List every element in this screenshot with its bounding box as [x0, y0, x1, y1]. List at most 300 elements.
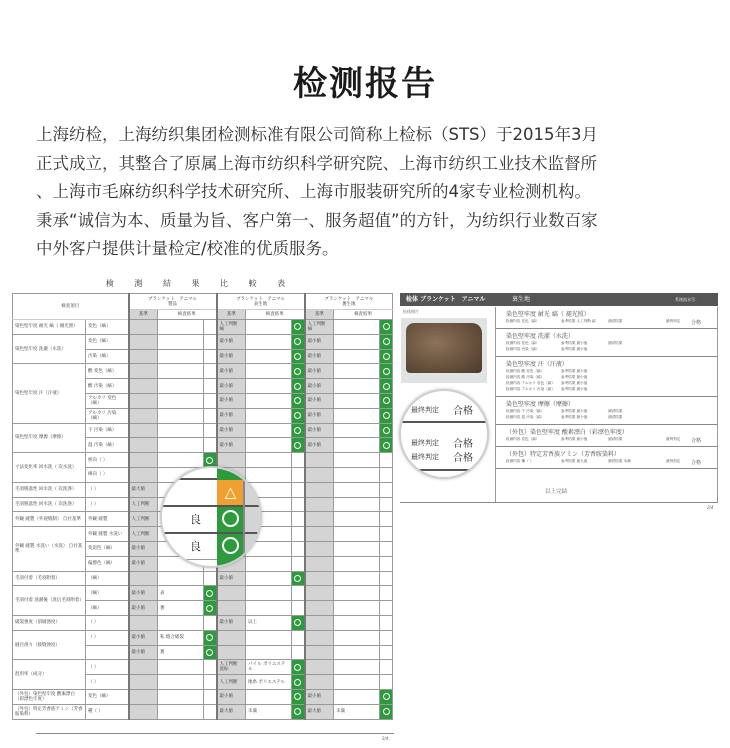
- basis-cell: [129, 615, 158, 630]
- row-sub: 種（ ）: [86, 704, 129, 719]
- basis-cell: [305, 497, 334, 512]
- basis-cell: [305, 645, 334, 660]
- result-cell: [158, 660, 204, 675]
- basis-cell: [305, 541, 334, 556]
- result-cell: [334, 541, 380, 556]
- line-field: 检测内容 変色（縞）: [506, 319, 540, 323]
- result-cell: [334, 601, 380, 616]
- row-item: 染色堅牢度 耐光 縞（ 褪光照）: [13, 320, 86, 335]
- result-cell: [158, 615, 204, 630]
- row-sub: （ ）: [86, 497, 129, 512]
- table-row: [13, 320, 393, 335]
- basis-cell: [305, 615, 334, 630]
- mark-cell: [204, 601, 217, 616]
- warning-triangle-icon: △: [217, 480, 244, 505]
- basis-cell: 最小値: [217, 379, 246, 394]
- report-document: [395, 285, 725, 515]
- row-sub: （縞）: [86, 601, 129, 616]
- result-cell: [334, 393, 380, 408]
- mark-cell: [292, 689, 305, 704]
- end-text: 以上完結: [545, 489, 568, 495]
- ok-circle-icon: [206, 605, 213, 612]
- table-row: [13, 453, 393, 468]
- ok-circle-icon: [383, 353, 390, 360]
- basis-cell: [129, 320, 158, 335]
- section-title: 染色堅牢度 摩擦（摩擦）: [506, 401, 574, 408]
- mark-cell: [204, 571, 217, 586]
- report-section: [496, 307, 717, 329]
- line-field: 检测内容 変色（縞）: [506, 341, 540, 345]
- line-field: 检测内容 酸 変色（縞）: [506, 369, 545, 373]
- mark-cell: [380, 630, 393, 645]
- mark-cell: [204, 704, 217, 719]
- result-cell: [334, 438, 380, 453]
- mark-cell: [292, 364, 305, 379]
- basis-cell: [217, 586, 246, 601]
- result-cell: [158, 571, 204, 586]
- basis-cell: [129, 675, 158, 690]
- line-field: 测试结果: [608, 319, 623, 323]
- sample-photo: [401, 318, 487, 383]
- mark-cell: [204, 689, 217, 704]
- basis-cell: 最小値: [129, 630, 158, 645]
- final-judgment-label: 最终判定: [411, 439, 439, 447]
- result-cell: [158, 408, 204, 423]
- result-cell: [334, 497, 380, 512]
- row-sub: （ ）: [86, 630, 129, 645]
- final-judgment-value: 合格: [453, 439, 473, 450]
- basis-cell: 最小値: [305, 393, 334, 408]
- line-field: 测试结果: [608, 415, 623, 419]
- result-cell: [334, 320, 380, 335]
- page-number: 2/4: [707, 505, 714, 510]
- section-line: [506, 319, 709, 325]
- group-header: [217, 294, 305, 310]
- result-cell: [246, 349, 292, 364]
- result-cell: [246, 379, 292, 394]
- result-cell: [334, 586, 380, 601]
- row-sub: （ ）: [86, 482, 129, 497]
- row-item: 毛羽脱落性 回水洗（ 次洗涤）: [13, 497, 86, 512]
- result-cell: 裏: [158, 645, 204, 660]
- basis-header: 基準: [217, 310, 246, 320]
- basis-cell: 最大値: [217, 704, 246, 719]
- row-item: 毛羽付着 洗濯後（洗后毛羽附着）: [13, 586, 86, 616]
- basis-cell: [217, 645, 246, 660]
- basis-cell: 最小値: [129, 601, 158, 616]
- basis-cell: 最小値: [305, 364, 334, 379]
- basis-cell: 最小値: [305, 438, 334, 453]
- ok-circle-icon: [383, 442, 390, 449]
- result-cell: [334, 453, 380, 468]
- final-judgment-value: 合格: [453, 406, 473, 417]
- basis-cell: 人工判断: [129, 512, 158, 527]
- basis-cell: [217, 601, 246, 616]
- result-cell: [158, 675, 204, 690]
- mark-cell: [292, 408, 305, 423]
- row-item: 縫目滑り（接缝強度）: [13, 630, 86, 660]
- table-row: [13, 615, 393, 630]
- ok-circle-icon: [294, 679, 301, 686]
- result-cell: 以上: [246, 615, 292, 630]
- result-cell: [158, 334, 204, 349]
- row-sub: 偏擦色（縞）: [86, 556, 129, 571]
- mark-cell: [204, 645, 217, 660]
- section-line: [506, 459, 709, 465]
- result-cell: 未満: [334, 704, 380, 719]
- table-row: [13, 704, 393, 719]
- mark-cell: [204, 660, 217, 675]
- basis-cell: [305, 482, 334, 497]
- row-item: 寸法変化率 回水洗（ 次水洗）: [13, 453, 86, 483]
- ok-circle-icon: [206, 590, 213, 597]
- row-sub: 外観 縫製: [86, 512, 129, 527]
- row-sub: 汚染（縞）: [86, 349, 129, 364]
- report-section: [496, 357, 717, 397]
- ok-circle-icon: [383, 397, 390, 404]
- mark-cell: [292, 675, 305, 690]
- page-title: 检测报告: [293, 64, 437, 104]
- ok-circle-icon: [383, 412, 390, 419]
- line-field: 参考结果 最小值: [561, 415, 588, 419]
- result-cell: [334, 571, 380, 586]
- result-cell: [334, 615, 380, 630]
- line-field: 合格: [691, 320, 702, 326]
- result-cell: [246, 601, 292, 616]
- line-field: 检测内容 酸 汚染（縞）: [506, 375, 545, 379]
- basis-cell: 最小値: [305, 379, 334, 394]
- basis-cell: [129, 467, 158, 482]
- report-sections: [495, 307, 718, 503]
- page-divider: [400, 502, 718, 503]
- basis-cell: 人工判断 縞: [305, 320, 334, 335]
- result-cell: [334, 379, 380, 394]
- basis-cell: 最小値: [217, 334, 246, 349]
- basis-cell: 最小値: [305, 689, 334, 704]
- basis-cell: [129, 689, 158, 704]
- row-item: 外観 縫製 水洗い（水洗） 自社基準: [13, 527, 86, 571]
- ok-circle-icon: [206, 649, 213, 656]
- ok-circle-icon: [294, 664, 301, 671]
- mark-cell: [380, 482, 393, 497]
- mark-cell: [204, 408, 217, 423]
- ok-circle-icon: [294, 708, 301, 715]
- section-title: （外包）特定芳香族アミン（芳香胺染料）: [506, 451, 621, 458]
- basis-cell: [217, 453, 246, 468]
- line-field: 测试结果: [608, 409, 623, 413]
- basis-cell: 最小値: [305, 423, 334, 438]
- section-title: （外包）染色堅牢度 酸素漂白（彩漂色牢度）: [506, 429, 628, 436]
- mark-cell: [380, 320, 393, 335]
- final-judgment-label: 最终判定: [411, 406, 439, 414]
- result-cell: [334, 467, 380, 482]
- mark-cell: [380, 704, 393, 719]
- line-field: 检测内容 アルカリ 汚染（縞）: [506, 387, 555, 391]
- mark-cell: [292, 601, 305, 616]
- basis-cell: 最小値: [305, 408, 334, 423]
- group-name: ブランケット アニマル: [236, 296, 286, 302]
- line-field: 参考结果 最大值: [561, 459, 588, 463]
- row-sub: （ ）: [86, 660, 129, 675]
- table-row: [13, 689, 393, 704]
- mark-cell: [204, 675, 217, 690]
- basis-cell: [305, 527, 334, 542]
- basis-cell: 最小値: [217, 438, 246, 453]
- row-sub: 緯向（ ）: [86, 467, 129, 482]
- ok-circle-icon: [294, 442, 301, 449]
- row-sub: [86, 645, 129, 660]
- mark-cell: [204, 615, 217, 630]
- line-field: 检测内容 干 汚染（縞）: [506, 409, 545, 413]
- basis-cell: [305, 660, 334, 675]
- intro-line: 正式成立，其整合了原属上海市纺织科学研究院、上海市纺织工业技术监督所: [36, 153, 597, 173]
- ok-circle-icon: [383, 383, 390, 390]
- ok-circle-icon: [222, 510, 239, 527]
- mark-cell: [292, 467, 305, 482]
- mark-cell: [292, 704, 305, 719]
- result-cell: パイル ポリエステル: [246, 660, 292, 675]
- mark-cell: [204, 334, 217, 349]
- line-field: 最终判定: [666, 437, 681, 441]
- intro-line: 秉承“诚信为本、质量为旨、客户第一、服务超值”的方针，为纺织行业数百家: [36, 210, 598, 230]
- basis-cell: [129, 571, 158, 586]
- mark-cell: [292, 393, 305, 408]
- result-header: 検査結果: [246, 310, 305, 320]
- line-field: 最终判定: [666, 459, 681, 463]
- result-cell: [246, 645, 292, 660]
- line-field: 测试结果 未满: [608, 459, 631, 463]
- basis-cell: 最小値: [217, 615, 246, 630]
- row-item: （外包）染色堅牢度 酸素漂白（彩漂色牢度）: [13, 689, 86, 704]
- result-cell: [246, 630, 292, 645]
- basis-cell: 最大値: [129, 482, 158, 497]
- result-header: 検査結果: [158, 310, 217, 320]
- row-sub: （ ）: [86, 675, 129, 690]
- result-cell: [334, 423, 380, 438]
- basis-cell: 最小値: [217, 408, 246, 423]
- result-cell: [334, 334, 380, 349]
- mark-cell: [380, 349, 393, 364]
- final-judgment-label: 最终判定: [411, 453, 439, 461]
- mark-cell: [204, 393, 217, 408]
- mark-cell: [380, 527, 393, 542]
- ok-circle-icon: [294, 397, 301, 404]
- result-cell: [158, 379, 204, 394]
- line-field: 参考结果 最小值: [561, 347, 588, 351]
- basis-cell: [305, 467, 334, 482]
- result-cell: [334, 527, 380, 542]
- mark-cell: [380, 660, 393, 675]
- mark-cell: [380, 601, 393, 616]
- basis-cell: [129, 393, 158, 408]
- ok-circle-icon: [383, 427, 390, 434]
- intro-line: 、上海市毛麻纺织科学技术研究所、上海市服装研究所的4家专业检测机构。: [36, 182, 591, 201]
- mark-cell: [380, 334, 393, 349]
- table-row: [13, 586, 393, 601]
- page-number: 2/4: [382, 736, 389, 741]
- result-cell: [158, 689, 204, 704]
- result-cell: [334, 556, 380, 571]
- result-cell: [246, 423, 292, 438]
- result-cell: [246, 320, 292, 335]
- basis-cell: [305, 601, 334, 616]
- row-sub: 酸 汚染（縞）: [86, 379, 129, 394]
- result-cell: [158, 393, 204, 408]
- line-field: 参考结果 人工判断 縞: [561, 319, 596, 323]
- basis-cell: [129, 704, 158, 719]
- ok-circle-icon: [206, 634, 213, 641]
- result-cell: [334, 408, 380, 423]
- basis-cell: 最小値: [217, 571, 246, 586]
- row-sub: 変色（縞）: [86, 334, 129, 349]
- mark-cell: [292, 527, 305, 542]
- result-cell: [246, 438, 292, 453]
- result-cell: [158, 423, 204, 438]
- line-field: 测试结果: [608, 341, 623, 345]
- mark-cell: [380, 364, 393, 379]
- report-serial-label: 系统流水号：: [675, 297, 699, 302]
- result-cell: 私 缝合破裂: [158, 630, 204, 645]
- basis-cell: [305, 512, 334, 527]
- magnifier-report: [399, 389, 489, 479]
- row-sub: 変退色（縞）: [86, 541, 129, 556]
- row-sub: 干 汚染（縞）: [86, 423, 129, 438]
- report-section: [496, 397, 717, 425]
- line-field: 参考结果 最小值: [561, 437, 588, 441]
- result-cell: [246, 364, 292, 379]
- basis-header: 基準: [129, 310, 158, 320]
- mark-cell: [292, 482, 305, 497]
- result-cell: [158, 320, 204, 335]
- basis-cell: [129, 423, 158, 438]
- row-sub: 変色（縞）: [86, 689, 129, 704]
- result-cell: [246, 393, 292, 408]
- basis-cell: 人工判断: [129, 497, 158, 512]
- mark-cell: [292, 453, 305, 468]
- mark-cell: [292, 423, 305, 438]
- row-sub: アルカリ 汚染（縞）: [86, 408, 129, 423]
- section-line: [506, 387, 709, 393]
- basis-cell: [305, 675, 334, 690]
- section-line: [506, 415, 709, 421]
- basis-cell: [305, 453, 334, 468]
- mark-cell: [380, 571, 393, 586]
- basis-cell: [129, 364, 158, 379]
- row-item: 染色堅牢度 汗（汗液）: [13, 364, 86, 423]
- row-sub: （ ）: [86, 615, 129, 630]
- row-sub: （縞）: [86, 571, 129, 586]
- section-line: [506, 347, 709, 353]
- line-field: 检测内容 湿 汚染（縞）: [506, 415, 545, 419]
- final-judgment-value: 合格: [453, 453, 473, 464]
- mark-cell: [380, 393, 393, 408]
- item-header: 検査項目: [13, 294, 129, 320]
- ok-circle-icon: [294, 575, 301, 582]
- basis-cell: 人工判断 洗标: [217, 660, 246, 675]
- line-field: 合格: [691, 460, 702, 466]
- basis-cell: 最小値: [217, 423, 246, 438]
- report-section: [496, 425, 717, 447]
- ok-circle-icon: [294, 427, 301, 434]
- mark-cell: [292, 512, 305, 527]
- basis-cell: [305, 571, 334, 586]
- mark-cell: [380, 379, 393, 394]
- basis-cell: [305, 586, 334, 601]
- row-sub: （縞）: [86, 586, 129, 601]
- section-title: 染色堅牢度 耐光 縞（ 褪光照）: [506, 311, 590, 318]
- result-cell: [334, 349, 380, 364]
- basis-header: 基準: [305, 310, 334, 320]
- result-cell: [246, 586, 292, 601]
- magnifier-comparison: [160, 466, 262, 568]
- ok-circle-icon: [294, 412, 301, 419]
- result-cell: [334, 364, 380, 379]
- report-header: [400, 293, 718, 306]
- table-row: [13, 660, 393, 675]
- ok-circle-icon: [383, 693, 390, 700]
- mark-cell: [380, 541, 393, 556]
- mark-cell: [204, 630, 217, 645]
- table-row: [13, 364, 393, 379]
- mark-cell: [380, 512, 393, 527]
- basis-cell: 最小値: [129, 586, 158, 601]
- mark-cell: [380, 556, 393, 571]
- basis-cell: 最小値: [217, 689, 246, 704]
- basis-cell: [129, 334, 158, 349]
- ok-circle-icon: [294, 619, 301, 626]
- ok-circle-icon: [294, 693, 301, 700]
- group-sub: 製品: [168, 301, 178, 307]
- row-item: 混用率（成分）: [13, 660, 86, 690]
- result-good: 良: [190, 513, 201, 526]
- mark-cell: [292, 541, 305, 556]
- line-field: 参考结果 最小值: [561, 381, 588, 385]
- mark-cell: [380, 615, 393, 630]
- comparison-title: 検 測 結 果 比 較 表: [105, 279, 295, 288]
- row-item: （外包）特定芳香族アミン（芳香胺染料）: [13, 704, 86, 719]
- row-item: 毛羽脱落性 回水洗（ 次洗涤）: [13, 482, 86, 497]
- basis-cell: [129, 379, 158, 394]
- result-cell: [246, 689, 292, 704]
- mark-cell: [292, 660, 305, 675]
- basis-cell: 最小値: [129, 541, 158, 556]
- basis-cell: 最小値: [217, 364, 246, 379]
- mark-cell: [204, 349, 217, 364]
- line-field: 参考结果 最小值: [561, 409, 588, 413]
- result-cell: [246, 571, 292, 586]
- mark-cell: [204, 423, 217, 438]
- result-cell: 地糸 ポリエステル: [246, 675, 292, 690]
- section-line: [506, 437, 709, 443]
- result-cell: [246, 453, 292, 468]
- basis-cell: [305, 630, 334, 645]
- line-field: 测试结果: [608, 437, 623, 441]
- basis-cell: 最小値: [305, 334, 334, 349]
- ok-circle-icon: [294, 383, 301, 390]
- basis-cell: [217, 630, 246, 645]
- report-sample-name: 检体 ブランケット アニマル: [406, 296, 486, 303]
- basis-cell: 最小値: [129, 645, 158, 660]
- mark-cell: [292, 379, 305, 394]
- mark-cell: [204, 379, 217, 394]
- mark-cell: [292, 334, 305, 349]
- basis-cell: 人工判断: [217, 675, 246, 690]
- row-item: 毛羽付着（毛羽附着）: [13, 571, 86, 586]
- mark-cell: [292, 556, 305, 571]
- result-cell: [158, 438, 204, 453]
- mark-cell: [292, 645, 305, 660]
- table-row: [13, 423, 393, 438]
